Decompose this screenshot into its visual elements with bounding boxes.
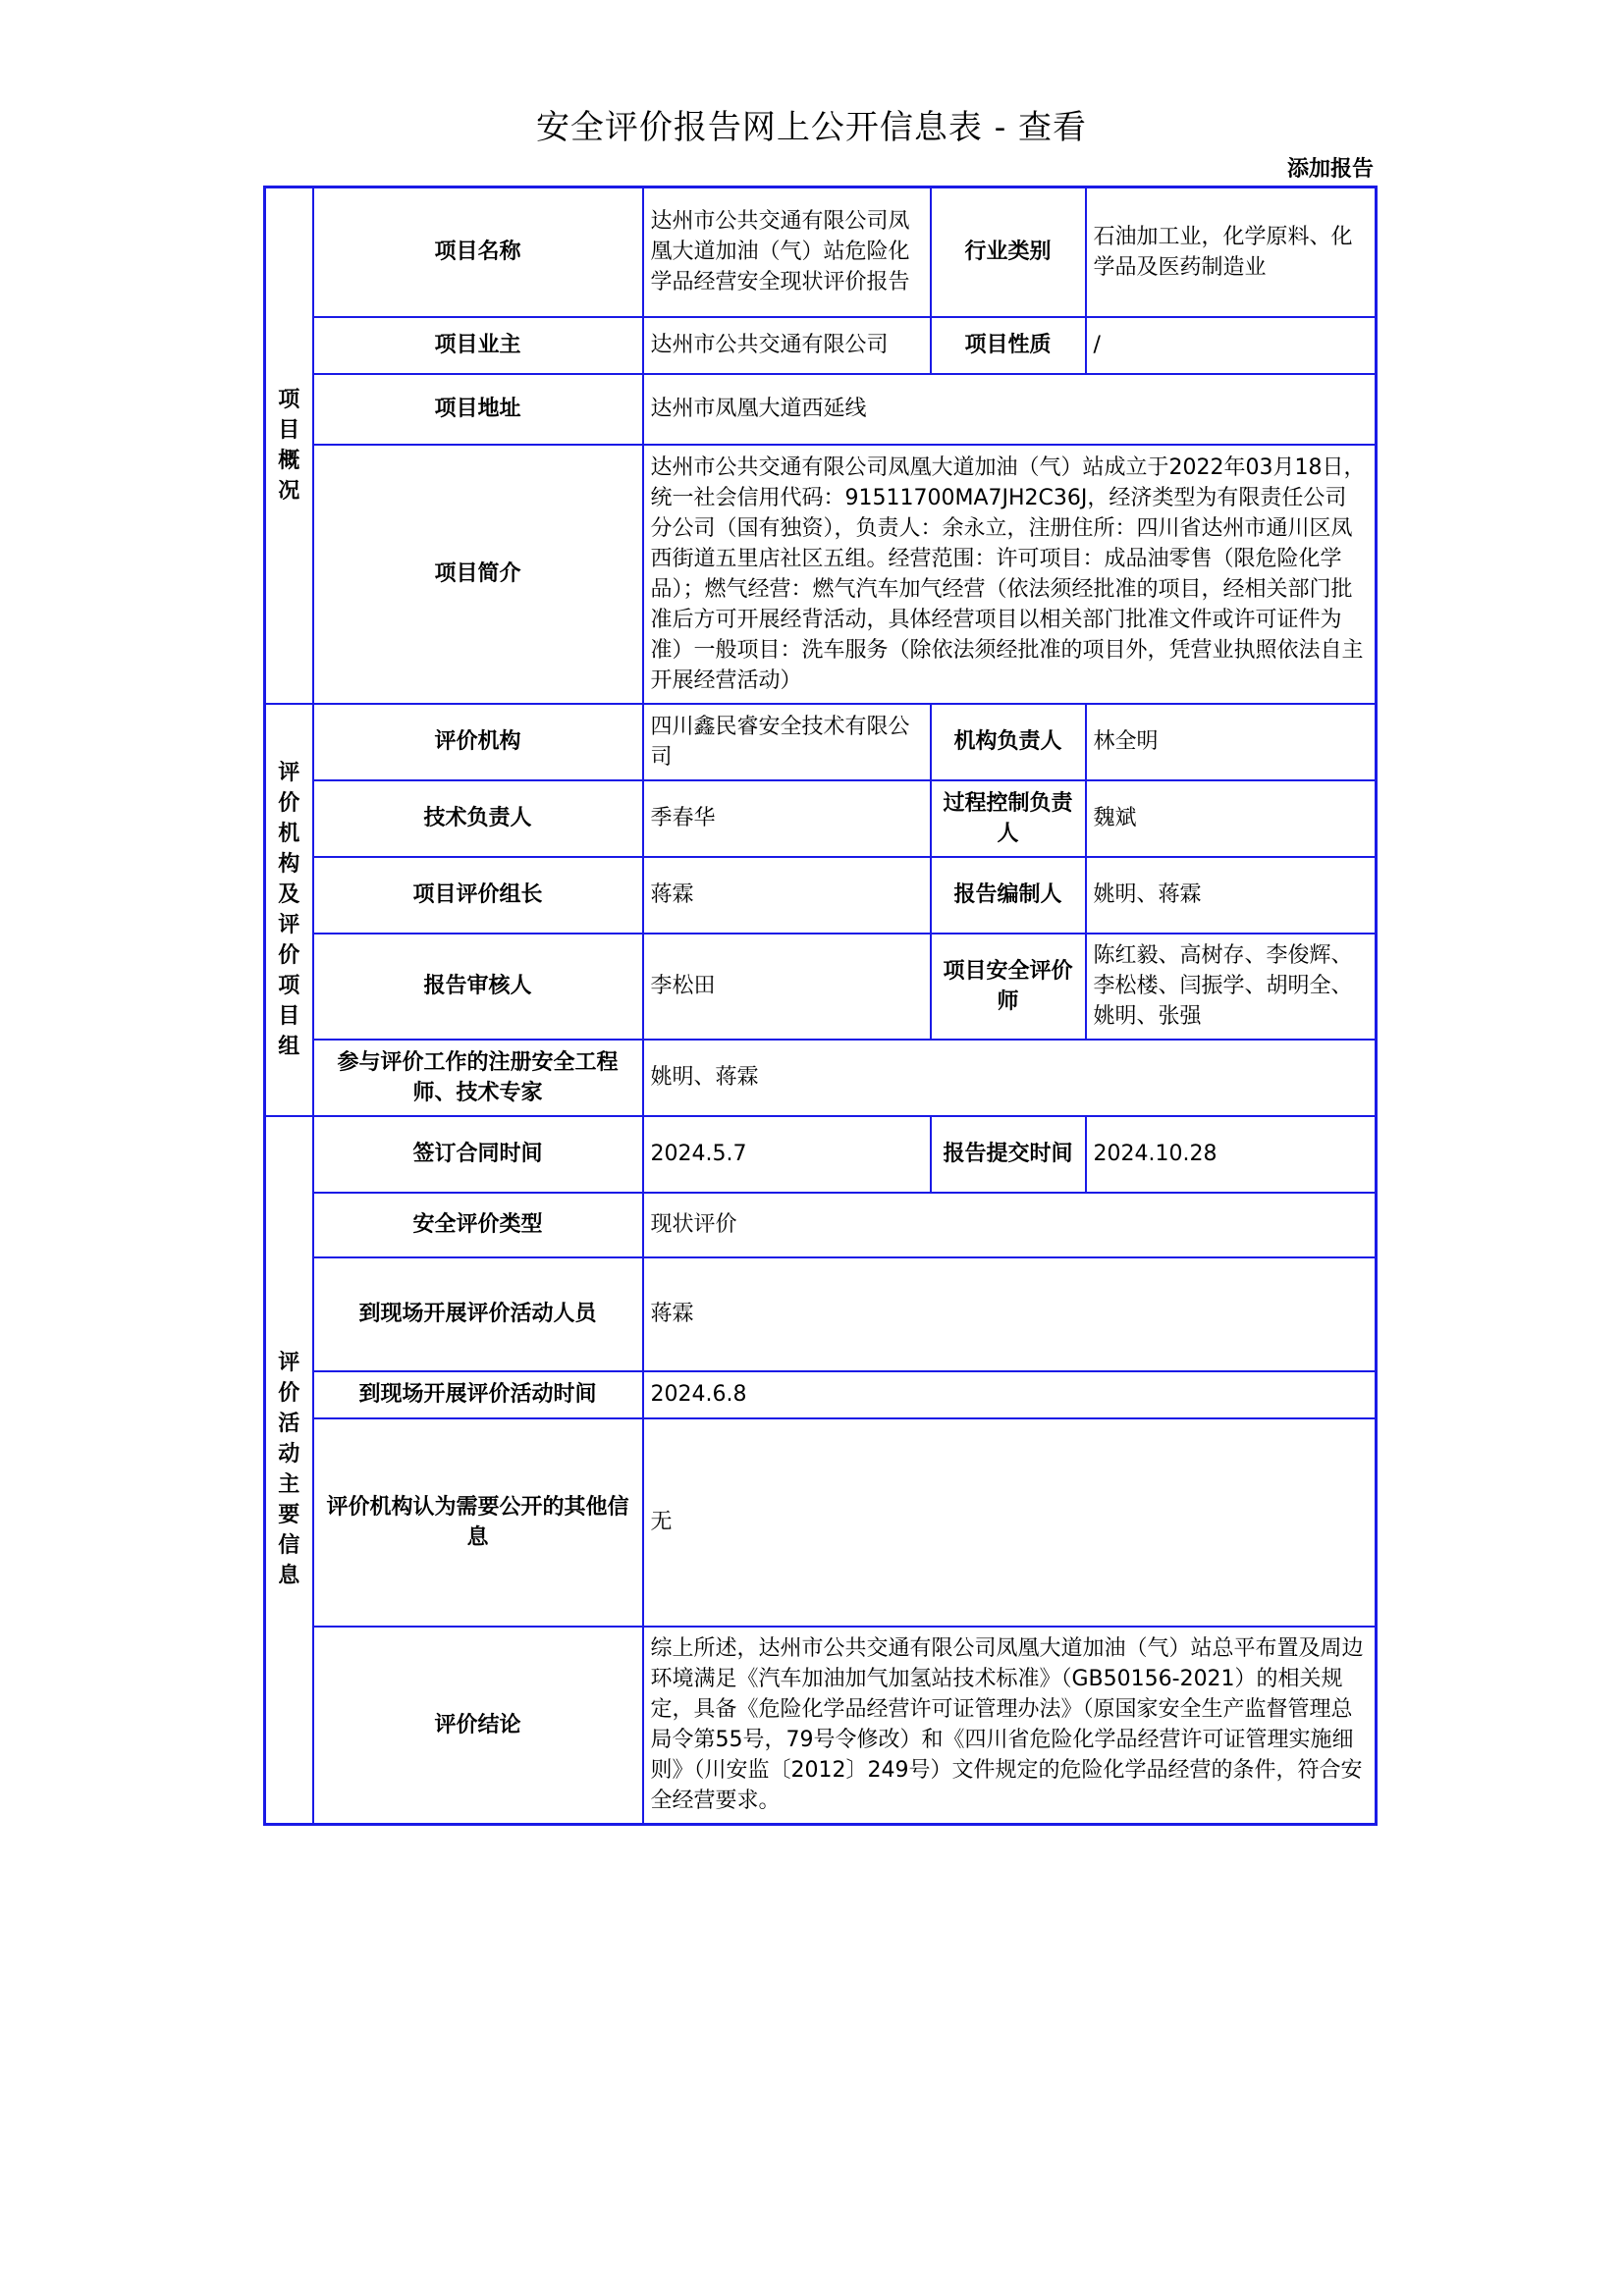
row-team-leader xyxy=(265,857,1377,934)
row-contract-date xyxy=(265,1116,1377,1193)
submit-date-value: 2024.10.28 xyxy=(1086,1116,1377,1193)
eval-type-value: 现状评价 xyxy=(643,1193,1377,1257)
process-head-label: 过程控制负责人 xyxy=(931,780,1086,857)
row-owner xyxy=(265,317,1377,374)
row-onsite-people xyxy=(265,1257,1377,1371)
assessors-value: 陈红毅、高树存、李俊辉、李松楼、闫振学、胡明全、姚明、张强 xyxy=(1086,934,1377,1040)
reviewer-label: 报告审核人 xyxy=(313,934,643,1040)
contract-date-label: 签订合同时间 xyxy=(313,1116,643,1193)
row-other-info xyxy=(265,1418,1377,1627)
row-reviewer xyxy=(265,934,1377,1040)
row-eval-type xyxy=(265,1193,1377,1257)
tech-head-value: 季春华 xyxy=(643,780,931,857)
conclusion-label: 评价结论 xyxy=(313,1627,643,1825)
industry-label: 行业类别 xyxy=(931,187,1086,317)
onsite-date-label: 到现场开展评价活动时间 xyxy=(313,1371,643,1418)
owner-label: 项目业主 xyxy=(313,317,643,374)
group-label-overview: 项目概况 xyxy=(265,187,313,704)
group-label-institution: 评价机构及评价项目组 xyxy=(265,704,313,1116)
row-conclusion xyxy=(265,1627,1377,1825)
info-table xyxy=(263,186,1378,1826)
row-address xyxy=(265,374,1377,445)
industry-value: 石油加工业，化学原料、化学品及医药制造业 xyxy=(1086,187,1377,317)
engineers-label: 参与评价工作的注册安全工程师、技术专家 xyxy=(313,1040,643,1116)
other-info-value: 无 xyxy=(643,1418,1377,1627)
onsite-people-value: 蒋霖 xyxy=(643,1257,1377,1371)
conclusion-value: 综上所述，达州市公共交通有限公司凤凰大道加油（气）站总平布置及周边环境满足《汽车加油加气加氢站技术标准》（GB50156-2021）的相关规定，具备《危险化学品经营许可证管理办法》（原国家安全生产监督管理总局令第55号，79号令修改）和《四川省危险化学品经营许可证管理实施细则》（川安监〔2012〕249号）文件规定的危险化学品经营的条件，符合安全经营要求。 xyxy=(643,1627,1377,1825)
report-author-value: 姚明、蒋霖 xyxy=(1086,857,1377,934)
onsite-date-value: 2024.6.8 xyxy=(643,1371,1377,1418)
process-head-value: 魏斌 xyxy=(1086,780,1377,857)
address-value: 达州市凤凰大道西延线 xyxy=(643,374,1377,445)
row-project-name xyxy=(265,187,1377,317)
group-label-activity: 评价活动主要信息 xyxy=(265,1116,313,1825)
onsite-people-label: 到现场开展评价活动人员 xyxy=(313,1257,643,1371)
org-label: 评价机构 xyxy=(313,704,643,780)
add-report-link[interactable]: 添加报告 xyxy=(1286,157,1374,182)
row-engineers xyxy=(265,1040,1377,1116)
nature-label: 项目性质 xyxy=(931,317,1086,374)
owner-value: 达州市公共交通有限公司 xyxy=(643,317,931,374)
report-author-label: 报告编制人 xyxy=(931,857,1086,934)
row-intro xyxy=(265,445,1377,704)
row-org xyxy=(265,704,1377,780)
project-name-value: 达州市公共交通有限公司凤凰大道加油（气）站危险化学品经营安全现状评价报告 xyxy=(643,187,931,317)
intro-label: 项目简介 xyxy=(313,445,643,704)
other-info-label: 评价机构认为需要公开的其他信息 xyxy=(313,1418,643,1627)
engineers-value: 姚明、蒋霖 xyxy=(643,1040,1377,1116)
team-leader-label: 项目评价组长 xyxy=(313,857,643,934)
project-name-label: 项目名称 xyxy=(313,187,643,317)
org-head-label: 机构负责人 xyxy=(931,704,1086,780)
contract-date-value: 2024.5.7 xyxy=(643,1116,931,1193)
nature-value: / xyxy=(1086,317,1377,374)
intro-value: 达州市公共交通有限公司凤凰大道加油（气）站成立于2022年03月18日，统一社会信用代码：91511700MA7JH2C36J，经济类型为有限责任公司分公司（国有独资），负责人：余永立，注册住所：四川省达州市通川区凤西街道五里店社区五组。经营范围：许可项目：成品油零售（限危险化学品）；燃气经营：燃气汽车加气经营（依法须经批准的项目，经相关部门批准后方可开展经背活动，具体经营项目以相关部门批准文件或许可证件为准）一般项目：洗车服务（除依法须经批准的项目外，凭营业执照依法自主开展经营活动） xyxy=(643,445,1377,704)
eval-type-label: 安全评价类型 xyxy=(313,1193,643,1257)
team-leader-value: 蒋霖 xyxy=(643,857,931,934)
org-head-value: 林全明 xyxy=(1086,704,1377,780)
org-value: 四川鑫民睿安全技术有限公司 xyxy=(643,704,931,780)
tech-head-label: 技术负责人 xyxy=(313,780,643,857)
assessors-label: 项目安全评价师 xyxy=(931,934,1086,1040)
row-tech-head xyxy=(265,780,1377,857)
row-onsite-date xyxy=(265,1371,1377,1418)
submit-date-label: 报告提交时间 xyxy=(931,1116,1086,1193)
page-title: 安全评价报告网上公开信息表 - 查看 xyxy=(535,108,1088,147)
address-label: 项目地址 xyxy=(313,374,643,445)
reviewer-value: 李松田 xyxy=(643,934,931,1040)
